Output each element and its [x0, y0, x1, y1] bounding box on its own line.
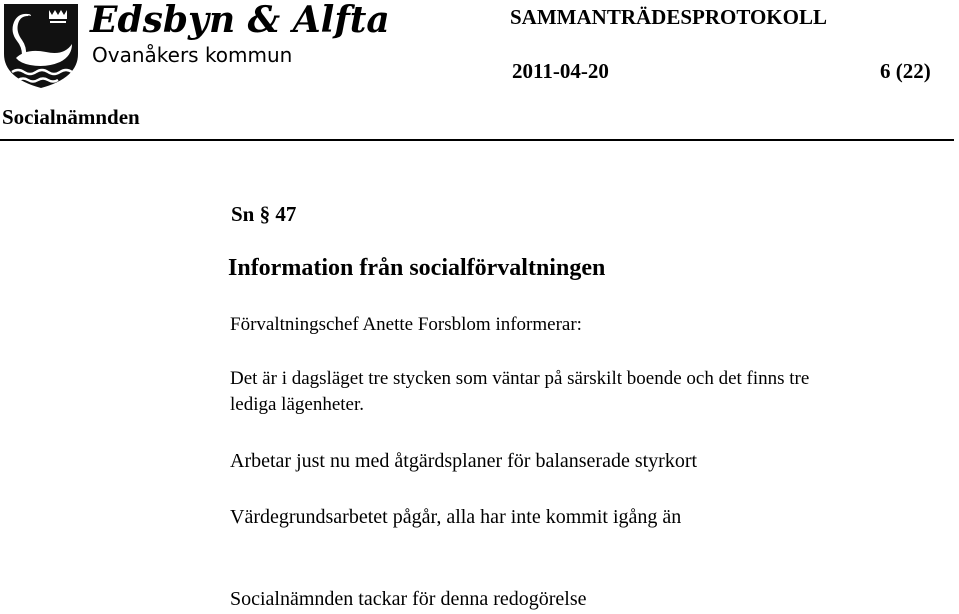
municipality-subtitle: Ovanåkers kommun: [92, 43, 293, 67]
page-number: 6 (22): [880, 59, 931, 83]
document-date: 2011-04-20: [512, 59, 609, 83]
closing-text: Socialnämnden tackar för denna redogörelse: [230, 588, 587, 610]
paragraph-3: Värdegrundsarbetet pågår, alla har inte kommit igång än: [230, 506, 682, 528]
paragraph-1-line-2: lediga lägenheter.: [230, 394, 364, 415]
swan-shield-icon: [2, 2, 80, 90]
committee-name: Socialnämnden: [2, 105, 140, 129]
paragraph-1-line-1: Det är i dagsläget tre stycken som väntar på särskilt boende och det finns tre: [230, 368, 810, 389]
section-title: Information från socialförvaltningen: [228, 255, 606, 281]
paragraph-2: Arbetar just nu med åtgärdsplaner för balanserade styrkort: [230, 450, 698, 472]
header-divider: [0, 139, 954, 141]
document-type: SAMMANTRÄDESPROTOKOLL: [510, 5, 827, 29]
intro-text: Förvaltningschef Anette Forsblom informerar:: [230, 314, 582, 335]
paragraph-number: Sn § 47: [231, 202, 297, 226]
municipality-name: Edsbyn & Alfta: [90, 0, 390, 41]
